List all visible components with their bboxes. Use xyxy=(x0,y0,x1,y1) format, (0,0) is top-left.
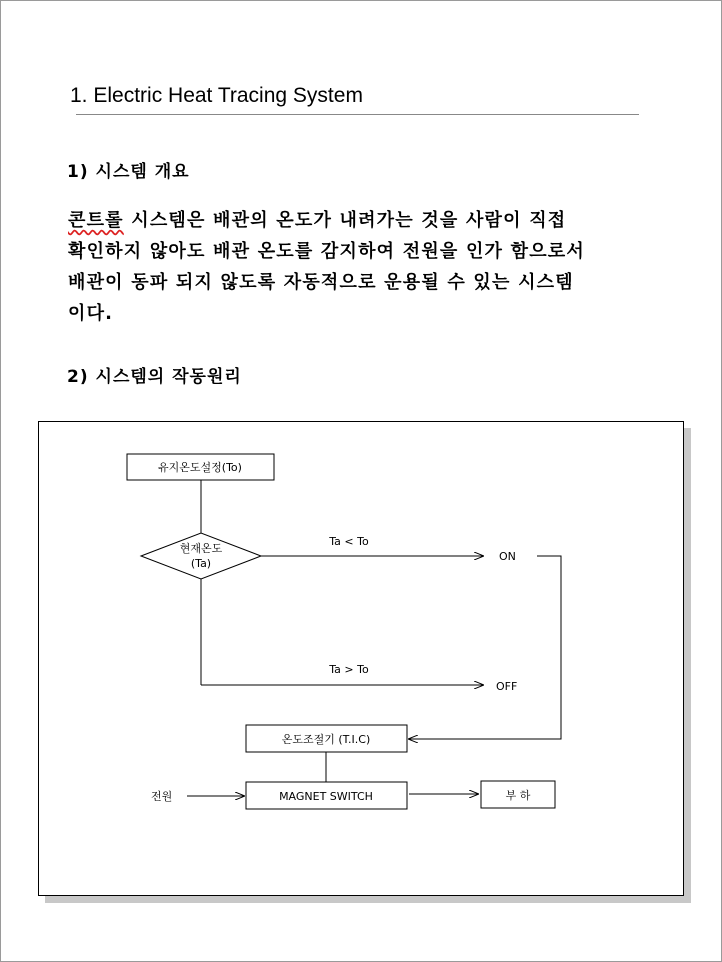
overview-paragraph xyxy=(68,205,648,329)
decision-diamond xyxy=(141,533,261,579)
power-label: 전원 xyxy=(151,790,173,803)
paragraph-line-2: 확인하지 않아도 배관 온도를 감지하여 전원을 인가 함으로서 xyxy=(68,241,585,262)
section-title-principle: 2) 시스템의 작동원리 xyxy=(67,367,242,387)
misspelled-word: 콘트롤 xyxy=(68,210,124,231)
flowchart xyxy=(39,422,683,895)
off-condition-label: Ta > To xyxy=(329,663,369,676)
page-title: 1. Electric Heat Tracing System xyxy=(70,84,363,107)
paragraph-line-3: 배관이 동파 되지 않도록 자동적으로 운용될 수 있는 시스템 xyxy=(68,272,574,293)
off-label: OFF xyxy=(496,680,518,693)
section-title-overview: 1) 시스템 개요 xyxy=(67,162,190,182)
load-label: 부 하 xyxy=(505,789,531,802)
tic-label: 온도조절기 (T.I.C) xyxy=(281,733,371,746)
set-temp-label: 유지온도설정(To) xyxy=(158,461,242,474)
paragraph-line-1-rest: 시스템은 배관의 온도가 내려가는 것을 사람이 직접 xyxy=(123,210,567,231)
paragraph-line-1 xyxy=(68,205,648,236)
on-label: ON xyxy=(499,550,516,563)
title-underline xyxy=(76,114,639,115)
on-to-tic-connector xyxy=(409,556,561,739)
flowchart-frame xyxy=(38,421,684,896)
decision-label-line1: 현재온도 xyxy=(179,542,223,555)
decision-label-line2: (Ta) xyxy=(190,557,212,570)
magnet-switch-label: MAGNET SWITCH xyxy=(279,790,373,803)
paragraph-line-4: 이다. xyxy=(68,303,114,324)
on-condition-label: Ta < To xyxy=(329,535,369,548)
